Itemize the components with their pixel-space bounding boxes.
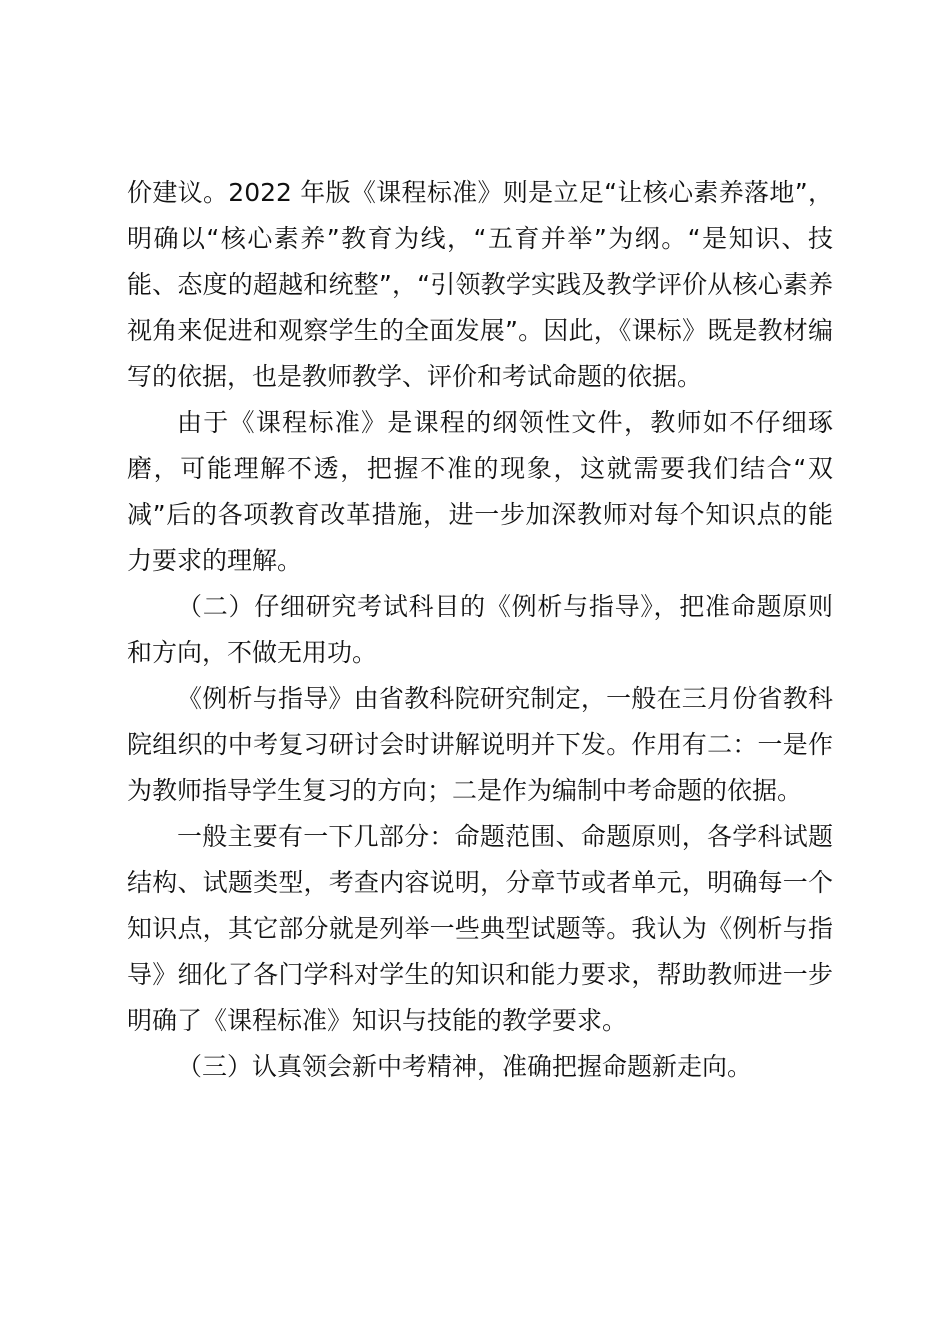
document-body [127, 170, 833, 1090]
paragraph-guide-contents: 一般主要有一下几部分：命题范围、命题原则，各学科试题结构、试题类型，考查内容说明，分章节或者单元，明确每一个知识点，其它部分就是列举一些典型试题等。我认为《例析与指导》细化了各门学科对学生的知识和能力要求，帮助教师进一步明确了《课程标准》知识与技能的教学要求。 [127, 822, 833, 1035]
paragraph-curriculum-standard: 由于《课程标准》是课程的纲领性文件，教师如不仔细琢磨，可能理解不透，把握不准的现象，这就需要我们结合“双减”后的各项教育改革措施，进一步加深教师对每个知识点的能力要求的理解。 [127, 408, 833, 575]
paragraph-analysis-guide: 《例析与指导》由省教科院研究制定，一般在三月份省教科院组织的中考复习研讨会时讲解说明并下发。作用有二：一是作为教师指导学生复习的方向；二是作为编制中考命题的依据。 [127, 684, 833, 805]
section-heading-2: （二）仔细研究考试科目的《例析与指导》，把准命题原则和方向，不做无用功。 [127, 592, 833, 667]
paragraph-continuation: 价建议。2022 年版《课程标准》则是立足“让核心素养落地”，明确以“核心素养”教育为线，“五育并举”为纲。“是知识、技能、态度的超越和统整”，“引领教学实践及教学评价从核心素养视角来促进和观察学生的全面发展”。因此，《课标》既是教材编写的依据，也是教师教学、评价和考试命题的依据。 [127, 178, 833, 391]
section-heading-3: （三）认真领会新中考精神，准确把握命题新走向。 [177, 1052, 753, 1081]
